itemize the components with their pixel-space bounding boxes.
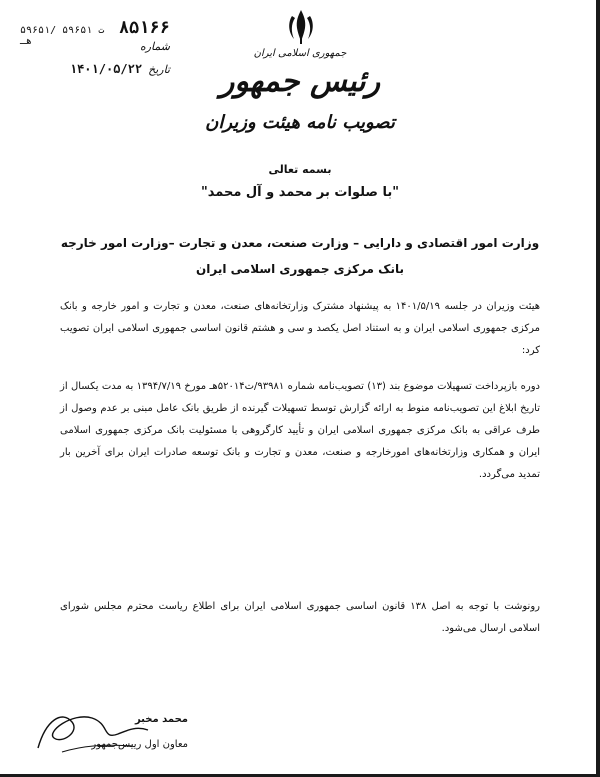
reference-date-label: تاریخ [148, 63, 170, 76]
reference-number-label: شماره [139, 40, 170, 53]
body-paragraph-3: رونوشت با توجه به اصل ۱۳۸ قانون اساسی جمهوری اسلامی ایران برای اطلاع ریاست محترم مجلس شورای اسلامی ارسال می‌شود. [60, 601, 540, 634]
body-paragraph-1: هیئت وزیران در جلسه ۱۴۰۱/۵/۱۹ به پیشنهاد مشترک وزارتخانه‌های صنعت، معدن و تجارت و امور خارجه و بانک مرکزی جمهوری اسلامی ایران و به استناد اصل یکصد و سی و هشتم قانون اساسی جمهوری اسلامی ایران تصویب کرد: [60, 301, 541, 356]
handwritten-signature [32, 700, 152, 760]
body-paragraph-2: دوره بازپرداخت تسهیلات موضوع بند (۱۳) تصویب‌نامه شماره ۹۳۹۸۱/ت۵۲۰۱۴هـ مورخ ۱۳۹۴/۷/۱۹ به مدت یکسال از تاریخ ابلاغ این تصویب‌نامه منوط به ارائه گزارش توسط تسهیلات گیرنده از طریق بانک عامل مبنی بر عدم وصول از طرف عراقی به بانک مرکزی جمهوری اسلامی ایران و تأیید کارگروهی با مسئولیت بانک مرکزی جمهوری اسلامی ایران و همکاری وزارتخانه‌های امورخارجه و صنعت، معدن و تجارت و بانک توسعه صادرات ایران برای آخرین بار تمدید می‌گردد. [60, 381, 541, 480]
header-office: رئیس جمهور [219, 64, 381, 99]
iran-emblem-icon [283, 8, 319, 46]
recipients-line-2: بانک مرکزی جمهوری اسلامی ایران [196, 262, 404, 276]
signatory-title: معاون اول رییس‌جمهور [91, 739, 188, 750]
reference-number: ۸۵۱۶۶ [118, 18, 170, 38]
scan-edge-right [596, 0, 600, 777]
reference-date-row [20, 62, 170, 84]
recipients-line-1: وزارت امور اقتصادی و دارایی – وزارت صنعت، معدن و تجارت –وزارت امور خارجه [60, 236, 540, 250]
reference-date: ۱۴۰۱/۰۵/۲۲ [69, 62, 143, 76]
signatory-name: محمد مخبر [134, 714, 188, 725]
salawat: "با صلوات بر محمد و آل محمد" [200, 185, 400, 200]
header-republic: جمهوری اسلامی ایران [253, 48, 347, 59]
reference-block [20, 18, 170, 84]
bismillah: بسمه تعالی [268, 163, 332, 176]
header-subtitle: تصویب نامه هیئت وزیران [205, 112, 395, 133]
reference-number-prefix: ۵۹۶۵۱/ ت ۵۹۶۵۱ هـ [20, 25, 105, 47]
